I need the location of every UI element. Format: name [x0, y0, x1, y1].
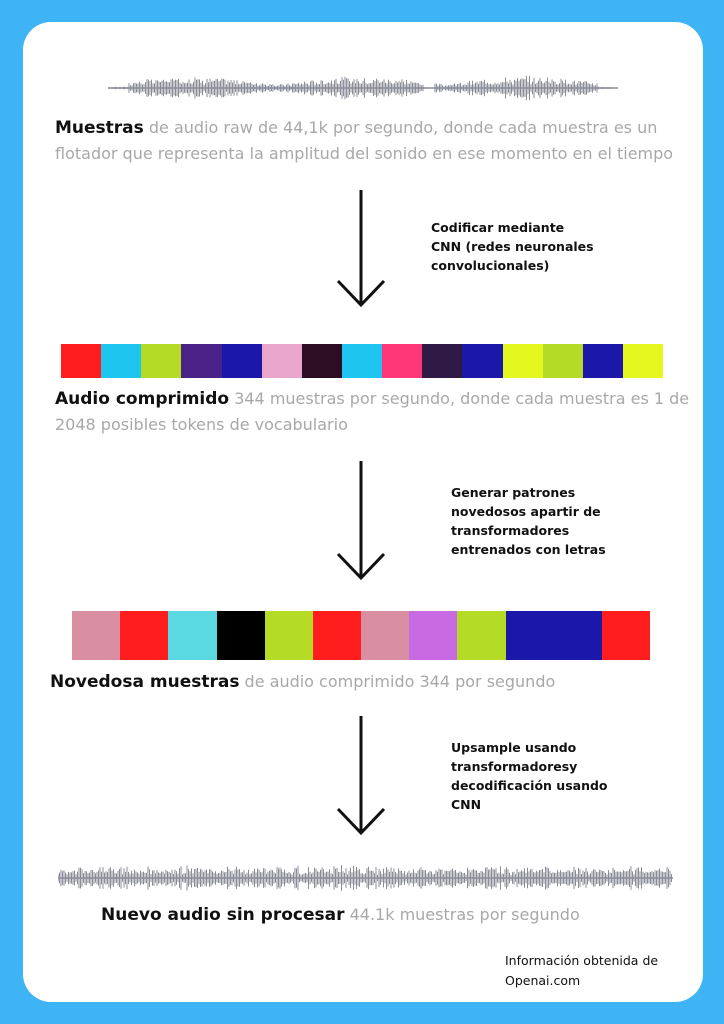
step-nuevo-audio — [101, 902, 691, 928]
down-arrow-icon — [335, 188, 387, 310]
step-novedosa-muestras — [50, 669, 695, 695]
token-block — [543, 344, 583, 378]
token-block — [361, 611, 409, 660]
step-nuevo-audio-label: Nuevo audio sin procesar — [101, 905, 345, 925]
token-block — [382, 344, 422, 378]
step-audio-comprimido — [55, 386, 695, 437]
step-muestras — [55, 115, 695, 166]
token-block — [462, 344, 502, 378]
token-block — [342, 344, 382, 378]
token-block — [506, 611, 554, 660]
new-audio-waveform — [58, 864, 673, 892]
down-arrow-icon — [335, 459, 387, 583]
token-block — [72, 611, 120, 660]
step-novedosa-muestras-text: de audio comprimido 344 por segundo — [244, 672, 556, 691]
token-block — [141, 344, 181, 378]
diagram-card — [23, 22, 703, 1002]
upsample-decode-note: Upsample usando transformadoresy decodificación usando CNN — [451, 740, 608, 812]
compressed-token-row — [61, 344, 663, 378]
token-block — [313, 611, 361, 660]
token-block — [217, 611, 265, 660]
token-block — [503, 344, 543, 378]
token-block — [262, 344, 302, 378]
token-block — [554, 611, 602, 660]
down-arrow-icon — [335, 714, 387, 838]
novel-token-row — [72, 611, 650, 660]
token-block — [265, 611, 313, 660]
token-block — [168, 611, 216, 660]
encode-cnn-note: Codificar mediante CNN (redes neuronales convolucionales) — [431, 220, 594, 273]
token-block — [409, 611, 457, 660]
raw-audio-waveform — [108, 74, 618, 102]
token-block — [583, 344, 623, 378]
token-block — [222, 344, 262, 378]
step-muestras-text: de audio raw de 44,1k por segundo, donde cada muestra es un flotador que representa la amplitud del sonido en ese momento en el tiempo — [55, 118, 674, 163]
step-audio-comprimido-text: 344 muestras por segundo, donde cada muestra es 1 de 2048 posibles tokens de vocabulario — [55, 389, 690, 434]
transformer-generation-note: Generar patrones novedosos apartir de transformadores entrenados con letras — [451, 485, 606, 557]
step-muestras-label: Muestras — [55, 118, 144, 138]
step-nuevo-audio-text: 44.1k muestras por segundo — [349, 905, 580, 924]
token-block — [61, 344, 101, 378]
source-credit: Información obtenida de Openai.com — [505, 953, 659, 988]
token-block — [120, 611, 168, 660]
token-block — [623, 344, 663, 378]
token-block — [181, 344, 221, 378]
token-block — [101, 344, 141, 378]
token-block — [457, 611, 505, 660]
step-audio-comprimido-label: Audio comprimido — [55, 389, 230, 409]
token-block — [602, 611, 650, 660]
token-block — [422, 344, 462, 378]
token-block — [302, 344, 342, 378]
step-novedosa-muestras-label: Novedosa muestras — [50, 672, 240, 692]
